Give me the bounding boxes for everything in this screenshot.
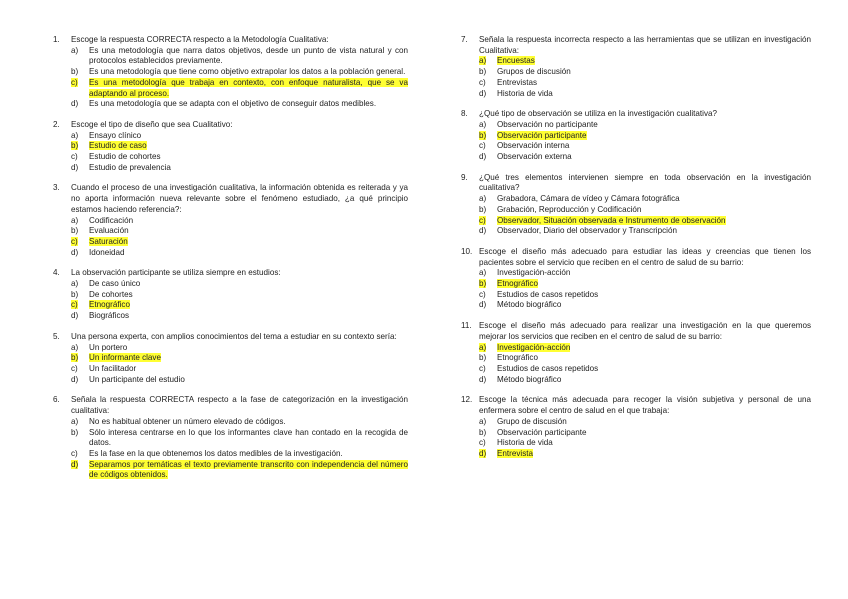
option-text: Etnográfico (497, 353, 538, 363)
option-letter: d) (479, 88, 487, 98)
question-stem (53, 268, 408, 279)
answer-option (479, 120, 811, 131)
option-text: Encuestas (497, 56, 535, 66)
option-letter: a) (479, 194, 487, 204)
option-letter: b) (479, 427, 487, 437)
option-letter: d) (71, 311, 79, 321)
answer-option (71, 248, 408, 259)
option-letter: c) (71, 152, 78, 162)
answer-option (479, 268, 811, 279)
answer-option (71, 152, 408, 163)
question-number: 6. (53, 395, 60, 405)
option-text: Observación interna (497, 141, 570, 151)
question-text: ¿Qué tres elementos intervienen siempre en toda observación en la investigación cualitativa? (479, 172, 811, 193)
question-number: 9. (461, 172, 468, 182)
answer-option (71, 163, 408, 174)
answer-option (71, 67, 408, 78)
option-text: Investigación-acción (497, 342, 571, 352)
answer-option (71, 417, 408, 428)
option-letter: a) (71, 279, 79, 289)
answer-option (71, 343, 408, 354)
option-text: Entrevista (497, 448, 533, 458)
option-text: Etnográfico (89, 300, 130, 310)
question-number: 5. (53, 331, 60, 341)
option-text: Estudio de cohortes (89, 152, 161, 162)
answer-option (71, 364, 408, 375)
option-text: Grabadora, Cámara de vídeo y Cámara fotográfica (497, 194, 680, 204)
option-letter: b) (479, 130, 487, 140)
option-text: Observación externa (497, 152, 572, 162)
option-text: No es habitual obtener un número elevado de códigos. (89, 416, 286, 426)
answer-option (71, 131, 408, 142)
option-text: Observación no participante (497, 119, 598, 129)
answer-option (479, 353, 811, 364)
answer-option (71, 99, 408, 110)
answer-option-highlighted (479, 449, 811, 460)
option-letter: d) (479, 448, 487, 458)
answer-option (479, 226, 811, 237)
option-text: Observador, Diario del observador y Transcripción (497, 226, 677, 236)
question-number: 1. (53, 35, 60, 44)
question-stem (53, 395, 408, 416)
option-letter: c) (479, 363, 486, 373)
option-text: Observador, Situación observada e Instrumento de observación (497, 215, 726, 225)
option-text: Grabación, Reproducción y Codificación (497, 204, 642, 214)
option-text: Evaluación (89, 226, 129, 236)
option-letter: c) (479, 289, 486, 299)
question-8 (461, 109, 811, 163)
option-text: De cohortes (89, 289, 133, 299)
question-text: Señala la respuesta CORRECTA respecto a la fase de categorización en la investigación cualitativa: (71, 395, 408, 416)
option-letter: d) (71, 374, 79, 384)
option-letter: c) (71, 448, 78, 458)
answer-option (479, 417, 811, 428)
option-letter: b) (479, 279, 487, 289)
question-5 (53, 332, 408, 386)
option-letter: a) (71, 130, 79, 140)
option-letter: c) (479, 215, 486, 225)
right-column (461, 35, 811, 470)
option-letter: a) (71, 342, 79, 352)
answer-option (479, 67, 811, 78)
question-text: Escoge el tipo de diseño que sea Cualitativo: (71, 119, 233, 129)
option-letter: a) (71, 45, 79, 55)
option-text: Es una metodología que narra datos objetivos, desde un punto de vista natural y con protocolos establecidos previamente. (89, 45, 408, 66)
answer-option (71, 311, 408, 322)
question-number: 8. (461, 109, 468, 119)
question-stem (461, 395, 811, 416)
question-stem (461, 321, 811, 342)
option-text: Un participante del estudio (89, 374, 185, 384)
option-text: Estudio de prevalencia (89, 162, 171, 172)
option-text: Observación participante (497, 427, 587, 437)
question-text: ¿Qué tipo de observación se utiliza en la investigación cualitativa? (479, 109, 718, 119)
option-letter: c) (479, 438, 486, 448)
answer-option-highlighted (479, 131, 811, 142)
option-letter: c) (479, 77, 486, 87)
answer-option (479, 375, 811, 386)
option-text: Método biográfico (497, 374, 562, 384)
option-letter: b) (71, 427, 79, 437)
option-text: Un informante clave (89, 353, 161, 363)
option-text: Codificación (89, 215, 134, 225)
question-stem (461, 173, 811, 194)
option-text: Es la fase en la que obtenemos los datos medibles de la investigación. (89, 448, 343, 458)
option-text: Entrevistas (497, 77, 538, 87)
option-letter: b) (71, 353, 79, 363)
option-letter: a) (479, 342, 487, 352)
question-6 (53, 395, 408, 481)
option-letter: a) (479, 416, 487, 426)
question-9 (461, 173, 811, 237)
answer-option (479, 205, 811, 216)
answer-option-highlighted (71, 300, 408, 311)
question-number: 10. (461, 246, 473, 256)
option-text: Es una metodología que trabaja en contexto, con enfoque naturalista, que se va adaptando al proceso. (89, 77, 408, 98)
answer-option (71, 279, 408, 290)
option-text: Es una metodología que se adapta con el objetivo de conseguir datos medibles. (89, 99, 377, 109)
option-text: Saturación (89, 236, 128, 246)
question-text: Escoge la respuesta CORRECTA respecto a la Metodología Cualitativa: (71, 35, 329, 44)
option-text: Biográficos (89, 311, 130, 321)
option-letter: b) (71, 141, 79, 151)
answer-option-highlighted (479, 343, 811, 354)
option-text: Grupo de discusión (497, 416, 567, 426)
option-letter: b) (479, 204, 487, 214)
question-12 (461, 395, 811, 459)
option-letter: a) (479, 119, 487, 129)
question-number: 12. (461, 395, 473, 405)
question-7 (461, 35, 811, 99)
question-stem (53, 35, 408, 46)
question-number: 3. (53, 183, 60, 193)
option-text: Es una metodología que tiene como objetivo extrapolar los datos a la población general. (89, 67, 406, 77)
question-stem (461, 109, 811, 120)
question-number: 7. (461, 35, 468, 44)
option-text: Historia de vida (497, 438, 553, 448)
answer-option-highlighted (71, 353, 408, 364)
question-stem (53, 183, 408, 215)
answer-option (71, 449, 408, 460)
answer-option (71, 375, 408, 386)
option-text: Estudio de caso (89, 141, 147, 151)
answer-option-highlighted (479, 216, 811, 227)
answer-option (479, 78, 811, 89)
option-text: Historia de vida (497, 88, 553, 98)
answer-option-highlighted (71, 78, 408, 99)
question-stem (53, 120, 408, 131)
option-letter: a) (71, 416, 79, 426)
option-letter: b) (71, 289, 79, 299)
option-letter: a) (479, 268, 487, 278)
option-letter: d) (71, 247, 79, 257)
option-text: De caso único (89, 279, 141, 289)
question-text: Una persona experta, con amplios conocimientos del tema a estudiar en su contexto sería: (71, 331, 397, 341)
answer-option (479, 438, 811, 449)
option-text: Separamos por temáticas el texto previamente transcrito con independencia del número de códigos obtenidos. (89, 459, 408, 480)
option-letter: c) (71, 363, 78, 373)
option-text: Sólo interesa centrarse en lo que los informantes clave han contado en la recogida de datos. (89, 427, 408, 448)
question-10 (461, 247, 811, 311)
answer-option-highlighted (71, 237, 408, 248)
option-text: Etnográfico (497, 279, 538, 289)
question-text: Escoge el diseño más adecuado para estudiar las ideas y creencias que tienen los pacientes sobre el servicio que reciben en el centro de salud de su barrio: (479, 246, 811, 267)
question-11 (461, 321, 811, 385)
answer-option (479, 141, 811, 152)
option-letter: c) (71, 300, 78, 310)
option-text: Observación participante (497, 130, 587, 140)
option-text: Idoneidad (89, 247, 125, 257)
left-column (53, 35, 408, 491)
answer-option (71, 46, 408, 67)
question-text: Escoge la técnica más adecuada para recoger la visión subjetiva y personal de una enfermera sobre el centro de salud en el que trabaja: (479, 395, 811, 416)
option-letter: d) (71, 99, 79, 109)
question-2 (53, 120, 408, 174)
answer-option (479, 364, 811, 375)
answer-option (479, 428, 811, 439)
option-letter: d) (71, 459, 79, 469)
question-stem (461, 247, 811, 268)
option-letter: a) (479, 56, 487, 66)
option-text: Grupos de discusión (497, 67, 571, 77)
question-3 (53, 183, 408, 258)
question-text: Escoge el diseño más adecuado para realizar una investigación en la que queremos mejorar los servicios que reciben en el centro de salud de su barrio: (479, 321, 811, 341)
option-letter: c) (71, 236, 78, 246)
question-number: 2. (53, 119, 60, 129)
option-text: Un facilitador (89, 363, 137, 373)
question-4 (53, 268, 408, 322)
question-text: La observación participante se utiliza siempre en estudios: (71, 268, 281, 278)
option-text: Estudios de casos repetidos (497, 289, 599, 299)
option-letter: d) (479, 374, 487, 384)
option-letter: d) (479, 226, 487, 236)
question-stem (461, 35, 811, 56)
option-letter: c) (479, 141, 486, 151)
question-number: 4. (53, 268, 60, 278)
answer-option (71, 226, 408, 237)
answer-option (71, 290, 408, 301)
answer-option-highlighted (479, 56, 811, 67)
option-letter: c) (71, 77, 78, 87)
option-letter: d) (71, 162, 79, 172)
option-letter: d) (479, 300, 487, 310)
option-letter: b) (71, 226, 79, 236)
answer-option (479, 89, 811, 100)
answer-option (479, 290, 811, 301)
question-text: Señala la respuesta incorrecta respecto a las herramientas que se utilizan en investigación Cualitativa: (479, 35, 811, 55)
answer-option (479, 194, 811, 205)
question-number: 11. (461, 321, 472, 331)
option-text: Estudios de casos repetidos (497, 363, 599, 373)
answer-option (71, 216, 408, 227)
option-letter: d) (479, 152, 487, 162)
question-1 (53, 35, 408, 110)
answer-option-highlighted (71, 141, 408, 152)
answer-option (479, 300, 811, 311)
option-text: Investigación-acción (497, 268, 571, 278)
option-text: Un portero (89, 342, 128, 352)
answer-option-highlighted (71, 460, 408, 481)
answer-option-highlighted (479, 279, 811, 290)
option-letter: b) (479, 353, 487, 363)
option-letter: b) (71, 67, 79, 77)
answer-option (479, 152, 811, 163)
option-text: Ensayo clínico (89, 130, 142, 140)
option-letter: b) (479, 67, 487, 77)
answer-option (71, 428, 408, 449)
option-letter: a) (71, 215, 79, 225)
question-stem (53, 332, 408, 343)
question-text: Cuando el proceso de una investigación cualitativa, la información obtenida es reiterada y ya no aporta información nueva relevante sobre el fenómeno estudiado, ¿a qué principio estamos haciendo referencia?: (71, 183, 408, 214)
option-text: Método biográfico (497, 300, 562, 310)
